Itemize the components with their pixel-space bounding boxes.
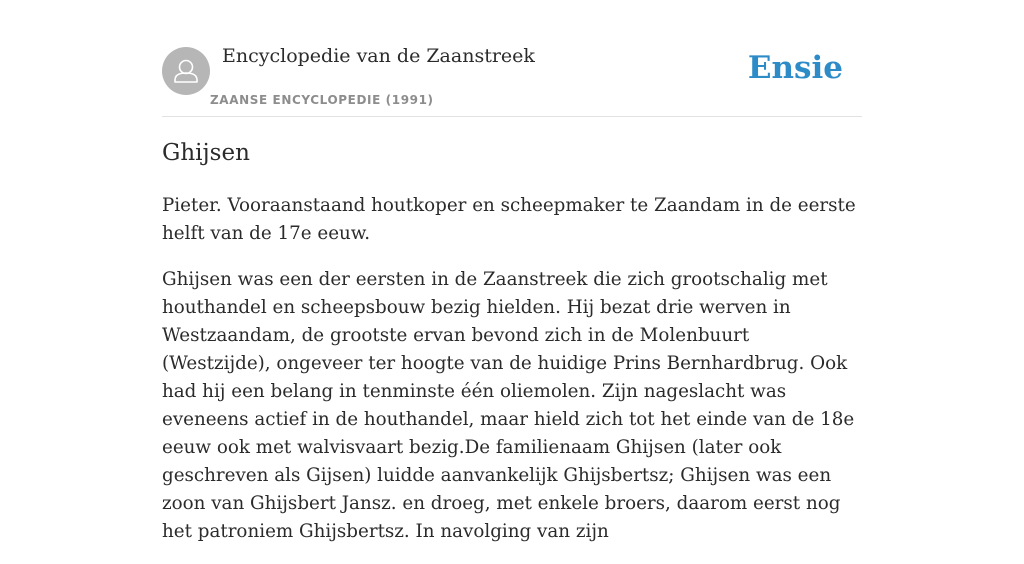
page-title: Ghijsen xyxy=(162,140,250,166)
source-title[interactable]: Encyclopedie van de Zaanstreek xyxy=(222,45,535,67)
user-icon[interactable] xyxy=(162,47,210,95)
article-paragraph: Ghijsen was een der eersten in de Zaanstreek die zich grootschalig met houthandel en scheepsbouw bezig hielden. Hij bezat drie werven in Westzaandam, de grootste ervan bevond zich in de Molenbuurt (Westzijde), ongeveer ter hoogte van de huidige Prins Bernhardbrug. Ook had hij een belang in tenminste één oliemolen. Zijn nageslacht was eveneens actief in de houthandel, maar hield zich tot het einde van de 18e eeuw ook met walvisvaart bezig.De familienaam Ghijsen (later ook geschreven als Gijsen) luidde aanvankelijk Ghijsbertsz; Ghijsen was een zoon van Ghijsbert Jansz. en droeg, met enkele broers, daarom eerst nog het patroniem Ghijsbertsz. In navolging van zijn xyxy=(162,269,855,542)
source-header xyxy=(162,0,862,117)
source-subtitle[interactable]: ZAANSE ENCYCLOPEDIE (1991) xyxy=(210,93,434,107)
page xyxy=(162,0,862,542)
article-paragraph: Pieter. Vooraanstaand houtkoper en scheepmaker te Zaandam in de eerste helft van de 17e eeuw. xyxy=(162,195,856,244)
brand-logo[interactable]: Ensie xyxy=(747,50,843,86)
article-body xyxy=(162,192,862,564)
